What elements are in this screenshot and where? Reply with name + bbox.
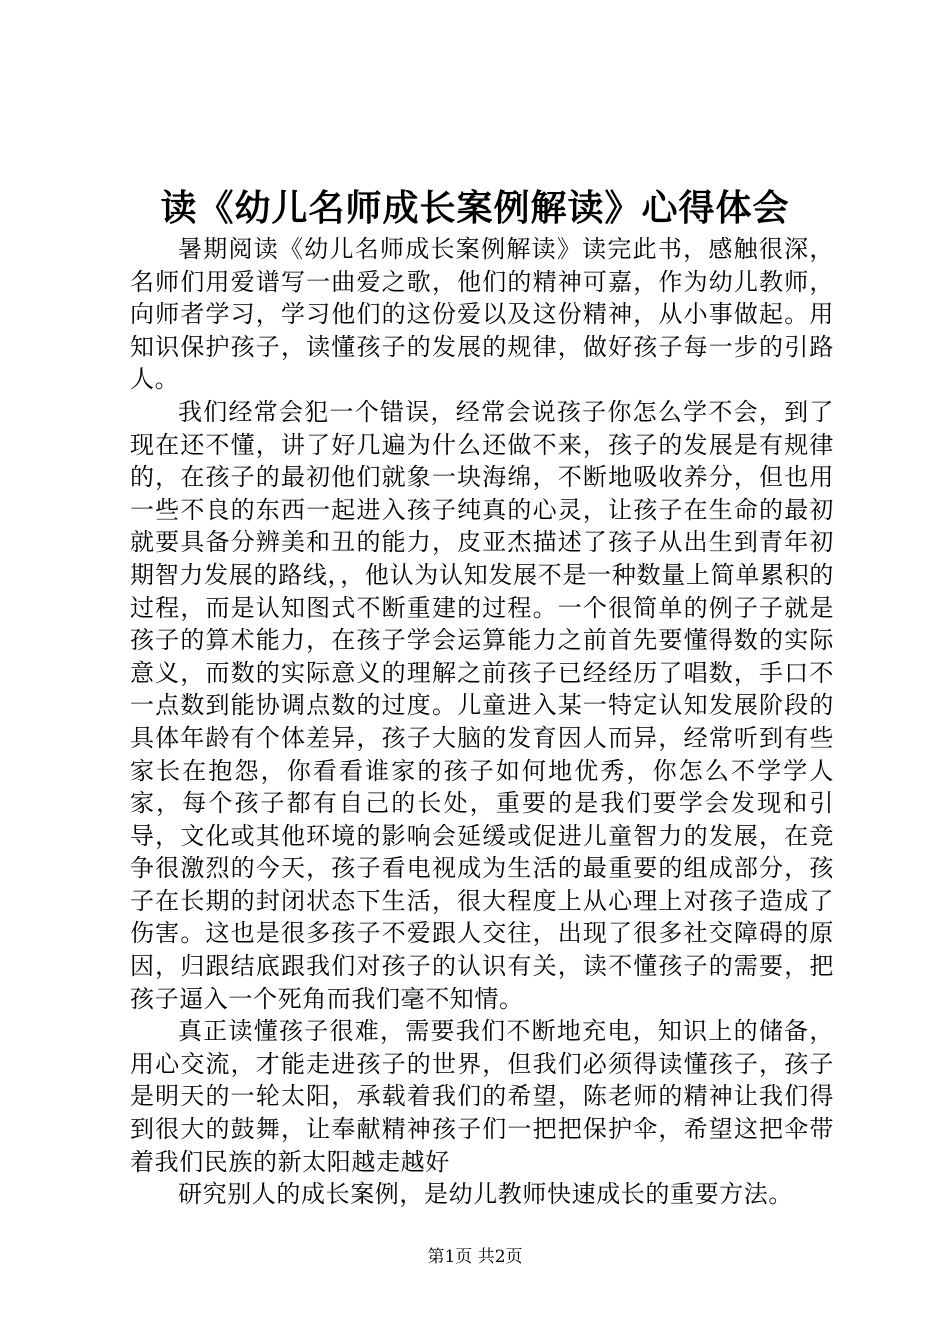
paragraph-2: 我们经常会犯一个错误，经常会说孩子你怎么学不会，到了现在还不懂，讲了好几遍为什么还做不来，孩子的发展是有规律的，在孩子的最初他们就象一块海绵，不断地吸收养分，但也用一些不良的东西一起进入孩子纯真的心灵，让孩子在生命的最初就要具备分辨美和丑的能力，皮亚杰描述了孩子从出生到青年初期智力发展的路线，，他认为认知发展不是一种数量上简单累积的过程，而是认知图式不断重建的过程。一个很简单的例子子就是孩子的算术能力，在孩子学会运算能力之前首先要懂得数的实际意义，而数的实际意义的理解之前孩子已经经历了唱数，手口不一点数到能协调点数的过度。儿童进入某一特定认知发展阶段的具体年龄有个体差异，孩子大脑的发育因人而异，经常听到有些家长在抱怨，你看看谁家的孩子如何地优秀，你怎么不学学人家，每个孩子都有自己的长处，重要的是我们要学会发现和引导，文化或其他环境的影响会延缓或促进儿童智力的发展，在竞争很激烈的今天，孩子看电视成为生活的最重要的组成部分，孩子在长期的封闭状态下生活，很大程度上从心理上对孩子造成了伤害。这也是很多孩子不爱跟人交往，出现了很多社交障碍的原因，归跟结底跟我们对孩子的认识有关，读不懂孩子的需要，把孩子逼入一个死角而我们毫不知情。	[130, 397, 834, 1013]
page-number-footer: 第1页 共2页	[427, 1247, 523, 1267]
document-title: 读《幼儿名师成长案例解读》心得体会	[160, 187, 790, 229]
document-body	[130, 233, 834, 1211]
paragraph-3: 真正读懂孩子很难，需要我们不断地充电，知识上的储备，用心交流，才能走进孩子的世界，但我们必须得读懂孩子，孩子是明天的一轮太阳，承载着我们的希望，陈老师的精神让我们得到很大的鼓舞，让奉献精神孩子们一把把保护伞，希望这把伞带着我们民族的新太阳越走越好	[130, 1017, 834, 1176]
paragraph-1: 暑期阅读《幼儿名师成长案例解读》读完此书，感触很深，名师们用爱谱写一曲爱之歌，他们的精神可嘉，作为幼儿教师，向师者学习，学习他们的这份爱以及这份精神，从小事做起。用知识保护孩子，读懂孩子的发展的规律，做好孩子每一步的引路人。	[130, 235, 834, 394]
paragraph-4: 研究别人的成长案例，是幼儿教师快速成长的重要方法。	[178, 1180, 793, 1209]
